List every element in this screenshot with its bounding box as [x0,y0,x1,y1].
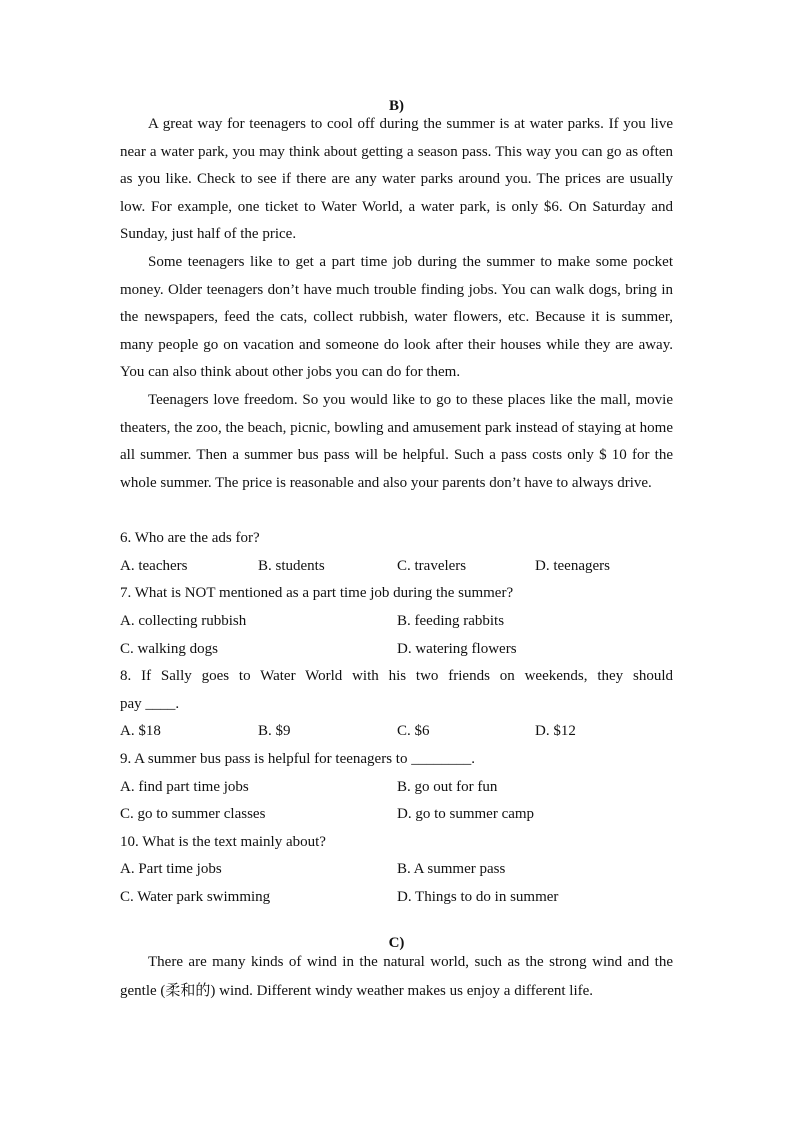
question-8-option-a[interactable]: A. $18 [120,723,161,739]
question-9-option-a[interactable]: A. find part time jobs [120,779,249,795]
question-6-option-d[interactable]: D. teenagers [535,558,610,574]
question-10-option-d[interactable]: D. Things to do in summer [397,889,559,905]
question-8-option-c[interactable]: C. $6 [397,723,430,739]
question-6-stem: 6. Who are the ads for? [120,530,260,546]
question-10-option-b[interactable]: B. A summer pass [397,861,506,877]
question-10-option-a[interactable]: A. Part time jobs [120,861,222,877]
paragraph-water-parks: A great way for teenagers to cool off during the summer is at water parks. If you live near a water park, you may think about getting a season pass. This way you can go as often as you like. Check to see if there are any water parks around you. The prices are usually low. For example, one ticket to Water World, a water park, is only $6. On Saturday and Sunday, just half of the price. [120,116,673,243]
question-9-option-d[interactable]: D. go to summer camp [397,806,535,822]
question-6-option-a[interactable]: A. teachers [120,558,188,574]
question-7-option-d[interactable]: D. watering flowers [397,641,517,657]
paragraph-part-time-jobs: Some teenagers like to get a part time job during the summer to make some pocket money. Older teenagers don’t have much trouble finding jobs. You can walk dogs, bring in the newspapers, feed the cats, collect rubbish, water flowers, etc. Because it is summer, many people go on vacation and someone do look after their houses while they are away. You can also think about other jobs you can do for them. [120,254,673,381]
question-7-option-b[interactable]: B. feeding rabbits [397,613,505,629]
question-9-option-b[interactable]: B. go out for fun [397,779,498,795]
question-7-option-a[interactable]: A. collecting rubbish [120,613,247,629]
question-8-option-d[interactable]: D. $12 [535,723,576,739]
paragraph-wind: There are many kinds of wind in the natural world, such as the strong wind and the gentle (柔和的) wind. Different windy weather makes us enjoy a different life. [120,954,673,999]
question-7-stem: 7. What is NOT mentioned as a part time job during the summer? [120,585,514,601]
question-9-option-c[interactable]: C. go to summer classes [120,806,266,822]
section-c-heading: C) [388,935,405,951]
section-b-heading: B) [389,98,404,114]
question-6-option-b[interactable]: B. students [258,558,325,574]
paragraph-bus-pass: Teenagers love freedom. So you would like to go to these places like the mall, movie theaters, the zoo, the beach, picnic, bowling and amusement park instead of staying at home all summer. Then a summer bus pass will be helpful. Such a pass costs only $ 10 for the whole summer. The price is reasonable and also your parents don’t have to always drive. [120,392,673,491]
question-8-stem-continued: pay ____. [120,696,180,712]
question-6-option-c[interactable]: C. travelers [397,558,467,574]
question-9-stem: 9. A summer bus pass is helpful for teenagers to ________. [120,751,475,767]
question-8-option-b[interactable]: B. $9 [258,723,291,739]
question-7-option-c[interactable]: C. walking dogs [120,641,218,657]
question-8-stem: 8. If Sally goes to Water World with his two friends on weekends, they should [120,668,673,684]
question-10-stem: 10. What is the text mainly about? [120,834,326,850]
question-10-option-c[interactable]: C. Water park swimming [120,889,271,905]
